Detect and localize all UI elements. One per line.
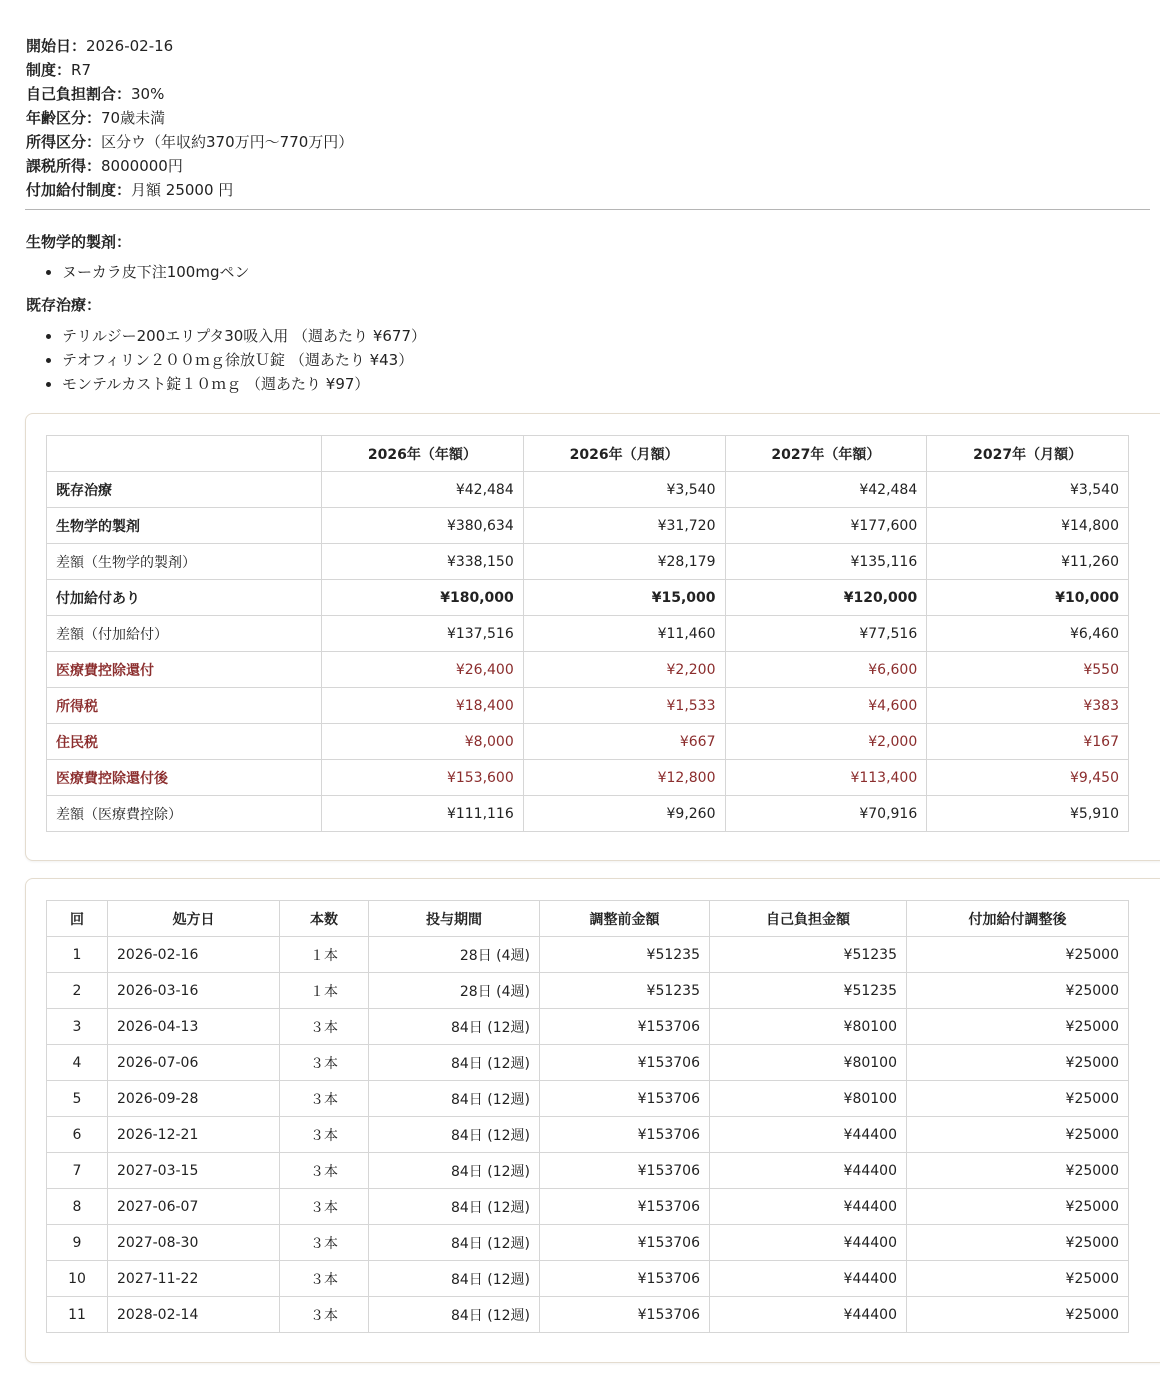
schedule-header-cell: 付加給付調整後 [907, 901, 1129, 937]
summary-cell: ¥77,516 [725, 616, 927, 652]
biologics-title: 生物学的製剤： [26, 233, 132, 251]
schedule-cell: 5 [47, 1081, 108, 1117]
summary-row-label: 付加給付あり [47, 580, 322, 616]
schedule-cell: ¥44400 [710, 1225, 907, 1261]
schedule-cell: １本 [280, 973, 369, 1009]
schedule-cell: ３本 [280, 1189, 369, 1225]
list-item: • テリルジー200エリプタ30吸入用 （週あたり ¥677） [62, 324, 426, 348]
table-row [47, 1009, 1129, 1045]
summary-cell: ¥6,600 [725, 652, 927, 688]
summary-cell: ¥42,484 [725, 472, 927, 508]
summary-card [25, 413, 1160, 861]
schedule-cell: 2026-02-16 [108, 937, 280, 973]
schedule-cell: ¥51235 [540, 973, 710, 1009]
schedule-cell: ¥44400 [710, 1261, 907, 1297]
summary-cell: ¥135,116 [725, 544, 927, 580]
schedule-cell: 2026-12-21 [108, 1117, 280, 1153]
meta-label: 自己負担割合： [26, 85, 132, 103]
schedule-cell: ¥25000 [907, 937, 1129, 973]
biologics-list [26, 260, 249, 284]
schedule-cell: 84日 (12週) [369, 1153, 540, 1189]
table-row [47, 1297, 1129, 1333]
summary-cell: ¥4,600 [725, 688, 927, 724]
summary-cell: ¥42,484 [322, 472, 524, 508]
schedule-cell: 84日 (12週) [369, 1297, 540, 1333]
schedule-table [46, 900, 1129, 1333]
summary-cell: ¥31,720 [523, 508, 725, 544]
schedule-cell: ¥25000 [907, 1153, 1129, 1189]
meta-value: 月額 25000 円 [131, 181, 234, 199]
summary-cell: ¥28,179 [523, 544, 725, 580]
schedule-cell: 84日 (12週) [369, 1117, 540, 1153]
summary-cell: ¥26,400 [322, 652, 524, 688]
table-row [47, 973, 1129, 1009]
summary-cell: ¥153,600 [322, 760, 524, 796]
summary-row-label: 差額（医療費控除） [47, 796, 322, 832]
meta-value: 30% [131, 85, 165, 103]
schedule-cell: 28日 (4週) [369, 973, 540, 1009]
meta-label: 制度： [26, 61, 72, 79]
summary-cell: ¥14,800 [927, 508, 1129, 544]
meta-label: 所得区分： [26, 133, 102, 151]
settings-summary [26, 34, 353, 202]
meta-value: 8000000円 [101, 157, 183, 175]
schedule-header-cell: 投与期間 [369, 901, 540, 937]
summary-cell: ¥1,533 [523, 688, 725, 724]
list-item: • ヌーカラ皮下注100mgペン [62, 260, 249, 284]
schedule-cell: 84日 (12週) [369, 1045, 540, 1081]
schedule-cell: ¥153706 [540, 1009, 710, 1045]
summary-header-row [47, 436, 1129, 472]
schedule-cell: 84日 (12週) [369, 1081, 540, 1117]
schedule-cell: ３本 [280, 1009, 369, 1045]
schedule-cell: ３本 [280, 1261, 369, 1297]
schedule-cell: 2026-03-16 [108, 973, 280, 1009]
schedule-cell: 7 [47, 1153, 108, 1189]
table-row [47, 1153, 1129, 1189]
schedule-cell: ３本 [280, 1297, 369, 1333]
summary-cell: ¥667 [523, 724, 725, 760]
summary-cell: ¥6,460 [927, 616, 1129, 652]
summary-cell: ¥383 [927, 688, 1129, 724]
schedule-cell: 2 [47, 973, 108, 1009]
list-item: • モンテルカスト錠１０ｍｇ （週あたり ¥97） [62, 372, 426, 396]
schedule-cell: ¥80100 [710, 1081, 907, 1117]
summary-row-label: 医療費控除還付 [47, 652, 322, 688]
summary-cell: ¥177,600 [725, 508, 927, 544]
summary-cell: ¥113,400 [725, 760, 927, 796]
meta-value: 70歳未満 [101, 109, 166, 127]
schedule-cell: ３本 [280, 1045, 369, 1081]
schedule-cell: ¥153706 [540, 1297, 710, 1333]
schedule-header-cell: 処方日 [108, 901, 280, 937]
schedule-cell: １本 [280, 937, 369, 973]
summary-row-label: 差額（生物学的製剤） [47, 544, 322, 580]
meta-label: 付加給付制度： [26, 181, 132, 199]
existing-list [26, 324, 426, 396]
schedule-header-row [47, 901, 1129, 937]
schedule-cell: ¥153706 [540, 1117, 710, 1153]
meta-age-class [26, 106, 353, 130]
schedule-cell: ¥80100 [710, 1009, 907, 1045]
summary-cell: ¥10,000 [927, 580, 1129, 616]
schedule-cell: ¥25000 [907, 1297, 1129, 1333]
summary-cell: ¥15,000 [523, 580, 725, 616]
summary-row [47, 760, 1129, 796]
meta-label: 開始日： [26, 37, 87, 55]
schedule-card [25, 878, 1160, 1363]
summary-header-cell: 2026年（月額） [523, 436, 725, 472]
schedule-cell: ¥44400 [710, 1189, 907, 1225]
table-row [47, 937, 1129, 973]
summary-header-cell: 2027年（月額） [927, 436, 1129, 472]
summary-cell: ¥70,916 [725, 796, 927, 832]
list-item: • テオフィリン２００ｍｇ徐放Ｕ錠 （週あたり ¥43） [62, 348, 426, 372]
schedule-cell: 2027-06-07 [108, 1189, 280, 1225]
summary-row [47, 580, 1129, 616]
summary-table [46, 435, 1129, 832]
schedule-cell: ３本 [280, 1081, 369, 1117]
schedule-cell: ¥51235 [710, 973, 907, 1009]
schedule-cell: ¥25000 [907, 1117, 1129, 1153]
meta-income-class [26, 130, 353, 154]
schedule-header-cell: 本数 [280, 901, 369, 937]
summary-cell: ¥137,516 [322, 616, 524, 652]
summary-row-label: 差額（付加給付） [47, 616, 322, 652]
schedule-cell: ¥25000 [907, 1261, 1129, 1297]
schedule-cell: 84日 (12週) [369, 1261, 540, 1297]
schedule-cell: 3 [47, 1009, 108, 1045]
summary-cell: ¥338,150 [322, 544, 524, 580]
schedule-cell: ¥44400 [710, 1297, 907, 1333]
summary-cell: ¥3,540 [927, 472, 1129, 508]
table-row [47, 1189, 1129, 1225]
summary-header-cell: 2027年（年額） [725, 436, 927, 472]
schedule-cell: ¥80100 [710, 1045, 907, 1081]
schedule-cell: 2028-02-14 [108, 1297, 280, 1333]
meta-additional-benefit [26, 178, 353, 202]
schedule-cell: 84日 (12週) [369, 1225, 540, 1261]
schedule-cell: ¥25000 [907, 1225, 1129, 1261]
summary-cell: ¥2,200 [523, 652, 725, 688]
summary-cell: ¥12,800 [523, 760, 725, 796]
schedule-cell: 84日 (12週) [369, 1189, 540, 1225]
summary-cell: ¥11,260 [927, 544, 1129, 580]
schedule-cell: ¥153706 [540, 1261, 710, 1297]
summary-row-label: 既存治療 [47, 472, 322, 508]
summary-row-label: 住民税 [47, 724, 322, 760]
table-row [47, 1261, 1129, 1297]
schedule-cell: ¥25000 [907, 1045, 1129, 1081]
summary-row [47, 616, 1129, 652]
meta-taxable-income [26, 154, 353, 178]
schedule-cell: 2026-04-13 [108, 1009, 280, 1045]
meta-label: 年齢区分： [26, 109, 102, 127]
schedule-cell: ¥25000 [907, 973, 1129, 1009]
schedule-cell: 11 [47, 1297, 108, 1333]
schedule-cell: ３本 [280, 1117, 369, 1153]
schedule-cell: ¥25000 [907, 1189, 1129, 1225]
schedule-header-cell: 自己負担金額 [710, 901, 907, 937]
summary-row [47, 688, 1129, 724]
summary-cell: ¥18,400 [322, 688, 524, 724]
schedule-cell: 1 [47, 937, 108, 973]
schedule-cell: 10 [47, 1261, 108, 1297]
schedule-cell: ¥51235 [540, 937, 710, 973]
schedule-cell: 84日 (12週) [369, 1009, 540, 1045]
summary-cell: ¥111,116 [322, 796, 524, 832]
meta-copay-ratio [26, 82, 353, 106]
schedule-cell: 28日 (4週) [369, 937, 540, 973]
schedule-cell: ¥153706 [540, 1189, 710, 1225]
summary-header-cell [47, 436, 322, 472]
summary-header-cell: 2026年（年額） [322, 436, 524, 472]
schedule-cell: 2026-07-06 [108, 1045, 280, 1081]
summary-row [47, 796, 1129, 832]
meta-value: 区分ウ（年収約370万円〜770万円） [101, 133, 354, 151]
schedule-cell: 2027-11-22 [108, 1261, 280, 1297]
schedule-cell: 4 [47, 1045, 108, 1081]
schedule-header-cell: 調整前金額 [540, 901, 710, 937]
schedule-cell: ¥44400 [710, 1153, 907, 1189]
summary-cell: ¥9,260 [523, 796, 725, 832]
schedule-cell: 8 [47, 1189, 108, 1225]
schedule-cell: 2027-03-15 [108, 1153, 280, 1189]
table-row [47, 1225, 1129, 1261]
schedule-cell: 6 [47, 1117, 108, 1153]
schedule-cell: 2026-09-28 [108, 1081, 280, 1117]
schedule-cell: ¥153706 [540, 1081, 710, 1117]
schedule-cell: ３本 [280, 1153, 369, 1189]
summary-row [47, 508, 1129, 544]
summary-cell: ¥120,000 [725, 580, 927, 616]
schedule-cell: ¥153706 [540, 1153, 710, 1189]
summary-cell: ¥2,000 [725, 724, 927, 760]
summary-cell: ¥8,000 [322, 724, 524, 760]
table-row [47, 1081, 1129, 1117]
meta-system [26, 58, 353, 82]
summary-row-label: 医療費控除還付後 [47, 760, 322, 796]
summary-cell: ¥11,460 [523, 616, 725, 652]
schedule-cell: ¥25000 [907, 1009, 1129, 1045]
summary-cell: ¥180,000 [322, 580, 524, 616]
meta-label: 課税所得： [26, 157, 102, 175]
summary-row [47, 544, 1129, 580]
summary-row-label: 所得税 [47, 688, 322, 724]
schedule-cell: ¥153706 [540, 1045, 710, 1081]
schedule-header-cell: 回 [47, 901, 108, 937]
summary-cell: ¥167 [927, 724, 1129, 760]
summary-cell: ¥550 [927, 652, 1129, 688]
divider [25, 209, 1150, 210]
summary-cell: ¥3,540 [523, 472, 725, 508]
schedule-cell: ¥51235 [710, 937, 907, 973]
schedule-cell: 9 [47, 1225, 108, 1261]
meta-start-date [26, 34, 353, 58]
summary-cell: ¥380,634 [322, 508, 524, 544]
summary-row [47, 724, 1129, 760]
table-row [47, 1045, 1129, 1081]
summary-row-label: 生物学的製剤 [47, 508, 322, 544]
schedule-cell: ¥25000 [907, 1081, 1129, 1117]
summary-cell: ¥9,450 [927, 760, 1129, 796]
meta-value: R7 [71, 61, 91, 79]
meta-value: 2026-02-16 [86, 37, 174, 55]
summary-row [47, 472, 1129, 508]
summary-row [47, 652, 1129, 688]
schedule-cell: 2027-08-30 [108, 1225, 280, 1261]
schedule-cell: ３本 [280, 1225, 369, 1261]
schedule-cell: ¥153706 [540, 1225, 710, 1261]
summary-cell: ¥5,910 [927, 796, 1129, 832]
table-row [47, 1117, 1129, 1153]
schedule-cell: ¥44400 [710, 1117, 907, 1153]
existing-title: 既存治療： [26, 296, 102, 314]
